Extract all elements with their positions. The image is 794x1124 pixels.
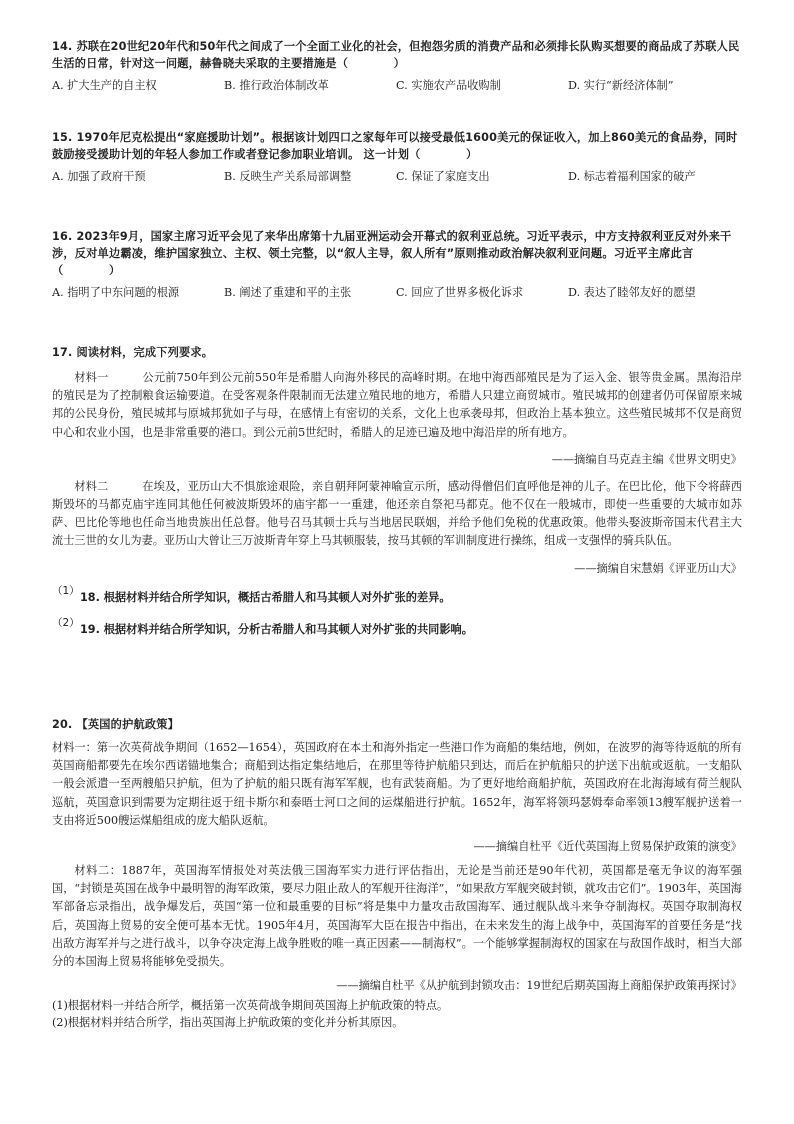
sub-question-2: [52, 616, 742, 638]
material-2: 材料二：1887年，英国海军情报处对英法俄三国海军实力进行评估指出，无论是当前还是90年代初，英国都是毫无争议的海军强国，“封锁是英国在战争中最明智的海军政策，要尽力阻止敌人的军舰开往海洋”，“如果敌方军舰突破封锁，就攻击它们”。1903年，英国海军部备忘录指出，战争爆发后，英国“第一位和最重要的目标”将是集中力量攻击敌国海军、通过舰队战斗来争夺制海权。英国夺取制海权后，英国海上贸易的安全便可基本无忧。1905年4月，英国海军大臣在报告中指出，在未来发生的海上战争中，英国海军的首要任务是“找出敌方海军并与之进行战斗，以争夺决定海上战争胜败的唯一真正因素——制海权”。一个能够掌握制海权的国家在与敌国作战时，相当大部分的本国海上贸易将能够免受损失。: [52, 864, 742, 969]
option-b[interactable]: B. 阐述了重建和平的主张: [224, 286, 352, 299]
material-1: 材料一 公元前750年到公元前550年是希腊人向海外移民的高峰时期。在地中海西部殖民是为了运入金、银等贵金属。黑海沿岸的殖民是为了控制粮食运输要道。在受客观条件限制而无法建立殖民地的地方，希腊人只建立商贸城市。殖民城邦的创建者仍可保留原来城邦的公民身份，殖民城邦与原城邦犹如子与母，在感情上有密切的关系，文化上也承袭母邦，但政治上基本独立。这些殖民城邦不仅是商贸中心和农业小国，也是非常重要的港口。到公元前5世纪时，希腊人的足迹已遍及地中海沿岸的所有地方。: [52, 371, 742, 439]
option-d[interactable]: D. 标志着福利国家的破产: [568, 170, 696, 183]
question-17-title: 17. 阅读材料，完成下列要求。: [52, 346, 214, 359]
option-a[interactable]: A. 加强了政府干预: [52, 170, 146, 183]
question-20: [52, 716, 742, 1031]
sub-question-2-text: 19. 根据材料并结合所学知识，分析古希腊人和马其顿人对外扩张的共同影响。: [80, 622, 473, 636]
sub-question-1-number: （1）: [52, 584, 80, 597]
ask-2: (2)根据材料并结合所学，指出英国海上护航政策的变化并分析其原因。: [52, 1016, 404, 1030]
option-c[interactable]: C. 回应了世界多极化诉求: [396, 286, 524, 299]
sub-question-2-number: （2）: [52, 616, 80, 629]
option-b[interactable]: B. 推行政治体制改革: [224, 79, 329, 92]
question-15-options: [52, 169, 742, 185]
question-16-options: [52, 285, 742, 301]
option-b[interactable]: B. 反映生产关系局部调整: [224, 170, 352, 183]
ask-1: (1)根据材料一并结合所学，概括第一次英荷战争期间英国海上护航政策的特点。: [52, 999, 449, 1013]
option-c[interactable]: C. 实施农产品收购制: [396, 79, 501, 92]
question-14-stem: 14. 苏联在20世纪20年代和50年代之间成了一个全面工业化的社会，但抱怨劣质的消费产品和必须排长队购买想要的商品成了苏联人民生活的日常，针对这一问题，赫鲁晓夫采取的主要措施是（ ）: [52, 40, 740, 70]
option-c[interactable]: C. 保证了家庭支出: [396, 170, 490, 183]
option-a[interactable]: A. 扩大生产的自主权: [52, 79, 157, 92]
sub-question-1: [52, 584, 742, 606]
material-1-source: ——摘编自马克垚主编《世界文明史》: [551, 452, 742, 466]
option-d[interactable]: D. 实行“新经济体制”: [568, 79, 674, 92]
material-2: 材料二 在埃及，亚历山大不惧旅途艰险，亲自朝拜阿蒙神喻宣示所，感动得僧侣们直呼他是神的儿子。在巴比伦，他下令将薛西斯毁坏的马都克庙宇连同其他任何被波斯毁坏的庙宇都一一重建，他还亲自祭祀马都克。他不仅在一般城市，即使一些重要的大城市如苏萨、巴比伦等地也任命当地贵族出任总督。他号召马其顿士兵与当地居民联姻，并给予他们免税的优惠政策。他带头娶波斯帝国末代君主大流士三世的女儿为妻。亚历山大曾让三万波斯青年穿上马其顿服装，按马其顿的军训制度进行操练，组成一支强悍的骑兵队伍。: [52, 479, 742, 548]
question-16: [52, 228, 742, 301]
material-2-source: ——摘编自杜平《从护航到封锁攻击：19世纪后期英国海上商船保护政策再探讨》: [336, 979, 742, 993]
question-20-title: 20. 【英国的护航政策】: [52, 718, 180, 731]
material-1: 材料一：第一次英荷战争期间（1652—1654），英国政府在本土和海外指定一些港口作为商船的集结地，例如，在波罗的海等待返航的所有英国商船都要先在埃尔西诺锚地集合；商船到达指定集结地后，在那里等待护航船只到达，而后在护航船只的护送下出航或返航。一支船队一般会派遣一至两艘船只护航，但为了护航的船只既有海军军舰，也有武装商船。为了更好地给商船护航，英国政府在北海海域有荷兰舰队巡航，英国意识到需要为定期往返于纽卡斯尔和泰晤士河口之间的运煤船进行护航。1652年，海军将领玛瑟姆奉命率领13艘军舰护送着一支由将近500艘运煤船组成的庞大船队返航。: [52, 741, 742, 827]
option-a[interactable]: A. 指明了中东问题的根源: [52, 286, 180, 299]
material-2-source: ——摘编自宋慧娟《评亚历山大》: [574, 561, 742, 575]
question-17: [52, 344, 742, 638]
question-14: [52, 38, 742, 94]
material-1-source: ——摘编自杜平《近代英国海上贸易保护政策的演变》: [473, 840, 742, 854]
option-d[interactable]: D. 表达了睦邻友好的愿望: [568, 286, 696, 299]
question-15-stem: 15. 1970年尼克松提出“家庭援助计划”。根据该计划四口之家每年可以接受最低1600美元的保证收入，加上860美元的食品券，同时鼓励接受援助计划的年轻人参加工作或者登记参加职业培训。 这一计划（ ）: [52, 131, 738, 161]
question-16-stem: 16. 2023年9月，国家主席习近平会见了来华出席第十九届亚洲运动会开幕式的叙利亚总统。习近平表示，中方支持叙利亚反对外来干涉，反对单边霸凌，维护国家独立、主权、领土完整，以“叙人主导，叙人所有”原则推动政治解决叙利亚问题。习近平主席此言（ ）: [52, 230, 732, 277]
sub-question-1-text: 18. 根据材料并结合所学知识，概括古希腊人和马其顿人对外扩张的差异。: [80, 590, 451, 604]
question-15: [52, 129, 742, 185]
question-14-options: [52, 78, 742, 94]
